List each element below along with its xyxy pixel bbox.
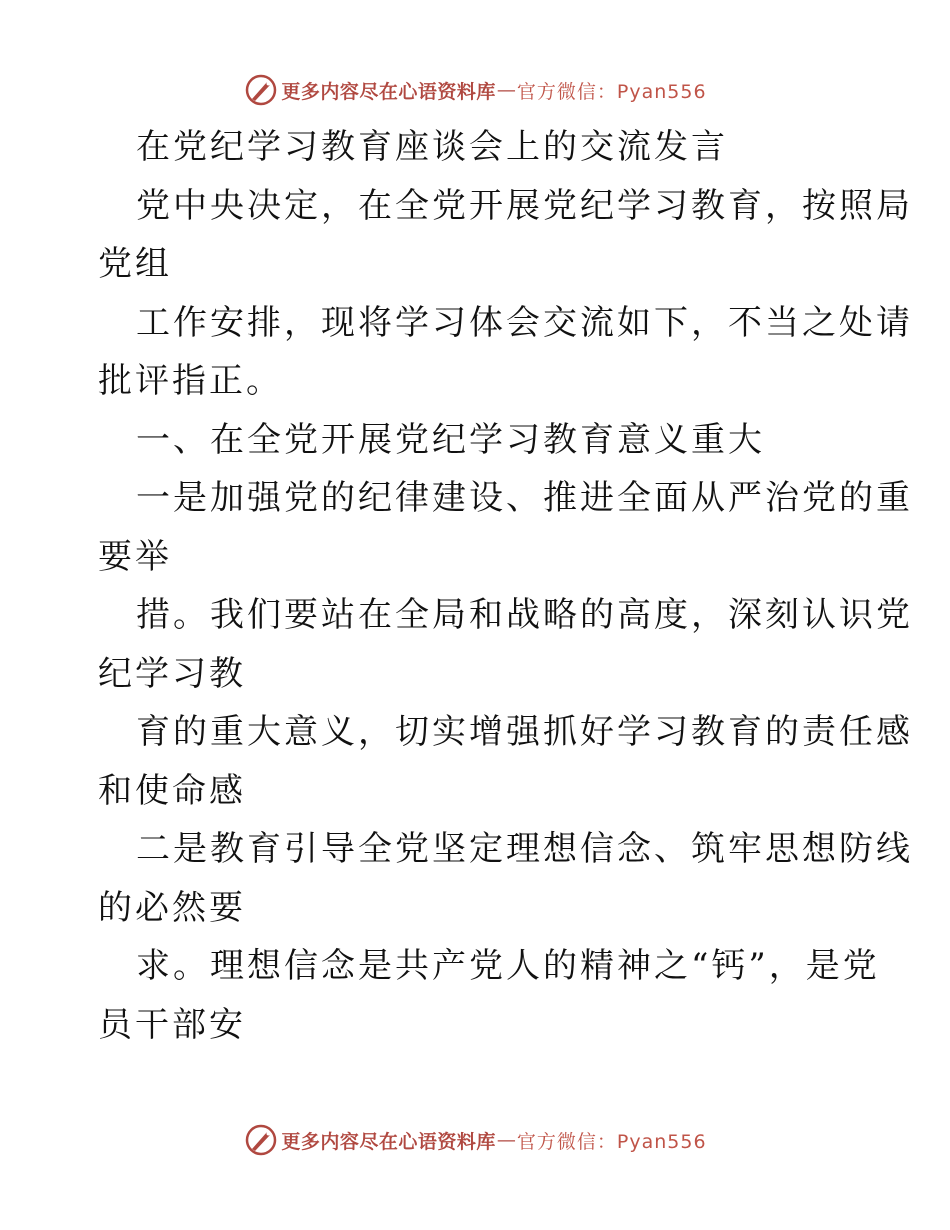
text-line: 要举	[98, 536, 172, 577]
text-line: 员干部安	[98, 1004, 246, 1045]
pen-seal-logo-icon	[243, 72, 279, 108]
watermark-dash: —	[496, 79, 516, 101]
text-line: 求。理想信念是共产党人的精神之“钙”，是党	[136, 946, 880, 986]
document-title: 在党纪学习教育座谈会上的交流发言	[136, 127, 728, 167]
text-line: 工作安排，现将学习体会交流如下，不当之处请	[136, 302, 913, 343]
text-line: 的必然要	[98, 887, 246, 928]
pen-seal-logo-icon	[243, 1122, 279, 1158]
watermark-dash: —	[496, 1129, 516, 1151]
watermark-contact-text: 官方微信：Pyan556	[516, 80, 707, 103]
watermark-lead-text: 更多内容尽在心语资料库	[281, 1130, 496, 1153]
watermark-footer	[0, 1120, 950, 1160]
text-line: 一是加强党的纪律建设、推进全面从严治党的重	[136, 478, 913, 518]
watermark-header	[0, 70, 950, 110]
document-body	[98, 118, 913, 1054]
text-line: 党中央决定，在全党开展党纪学习教育，按照局	[136, 185, 913, 226]
text-line: 党组	[98, 244, 172, 284]
watermark-lead-text: 更多内容尽在心语资料库	[281, 80, 496, 103]
text-line: 育的重大意义，切实增强抓好学习教育的责任感	[136, 712, 913, 752]
watermark-contact-text: 官方微信：Pyan556	[516, 1130, 707, 1153]
text-line: 和使命感	[98, 770, 246, 811]
text-line: 纪学习教	[98, 653, 246, 694]
text-line: 措。我们要站在全局和战略的高度，深刻认识党	[136, 595, 913, 635]
section-heading: 一、在全党开展党纪学习教育意义重大	[136, 419, 765, 460]
text-line: 批评指正。	[98, 361, 283, 401]
text-line: 二是教育引导全党坚定理想信念、筑牢思想防线	[136, 829, 913, 869]
